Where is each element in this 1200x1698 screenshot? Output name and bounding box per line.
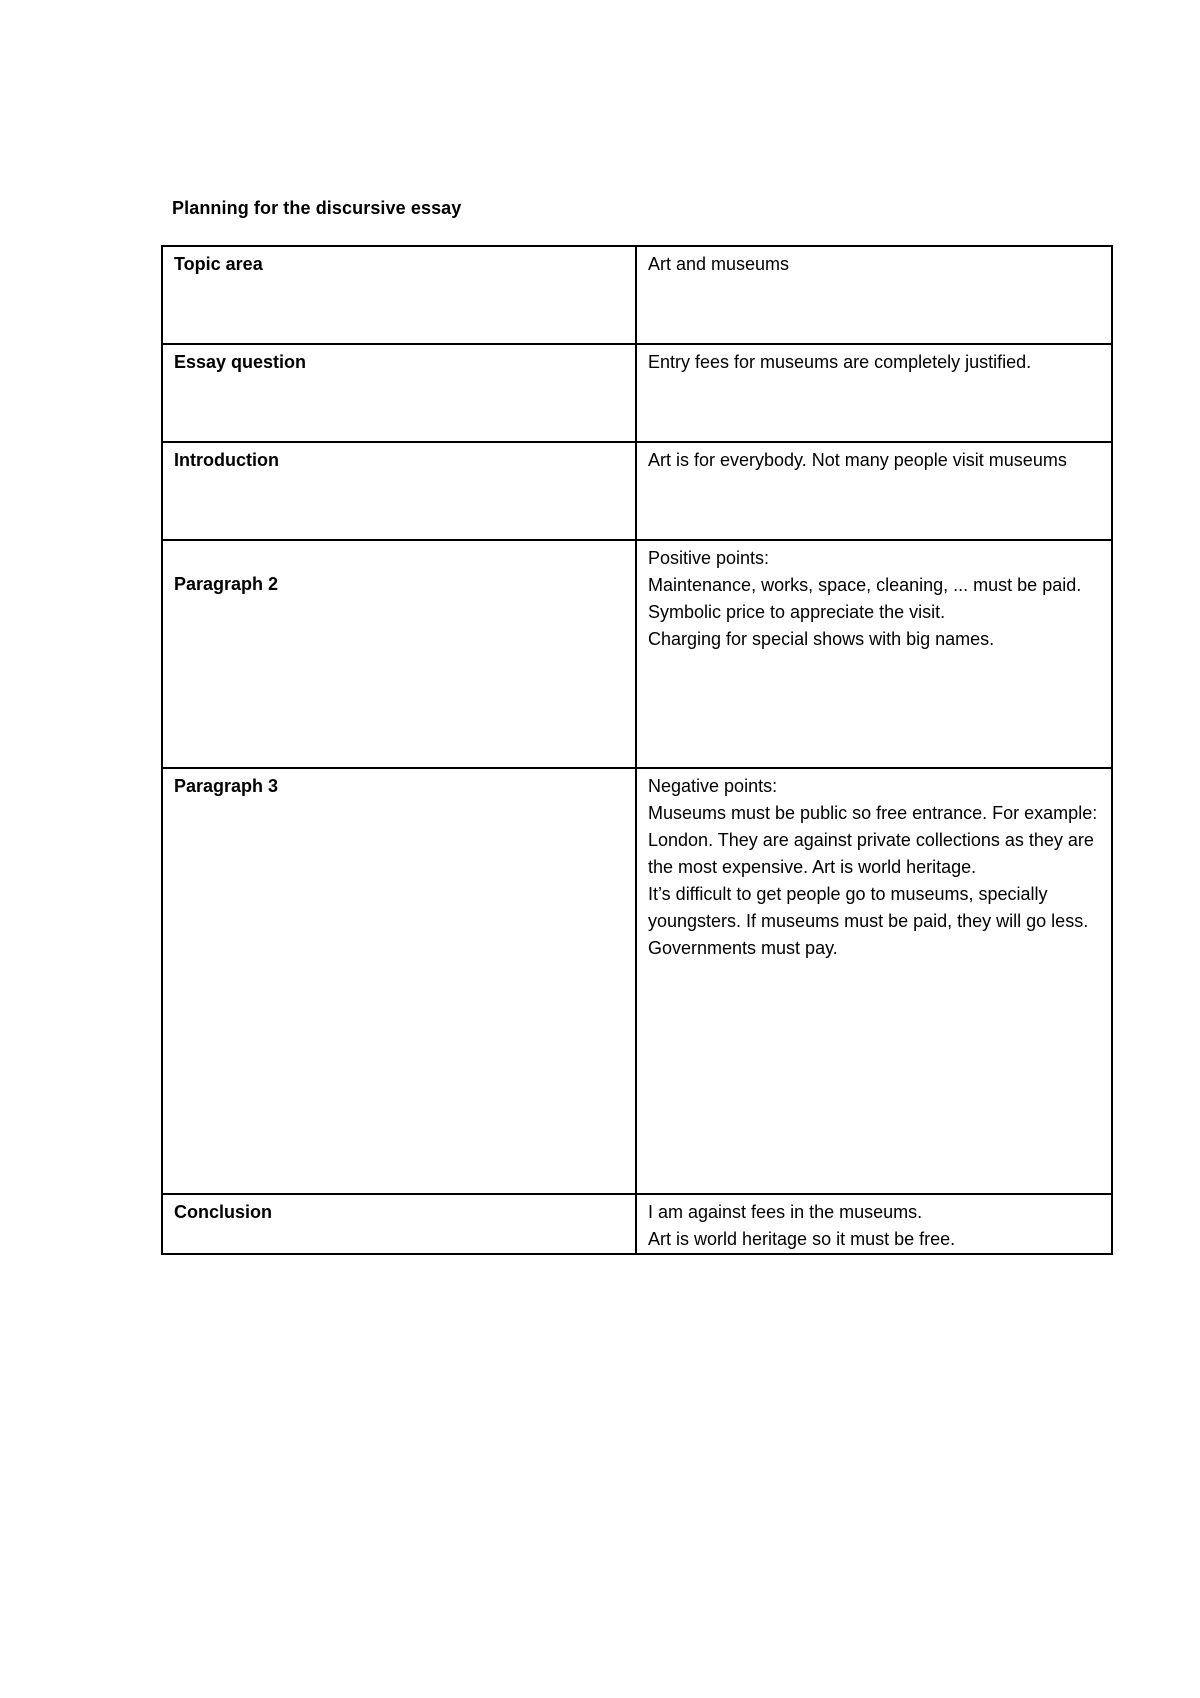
row-label-conclusion: Conclusion bbox=[162, 1194, 636, 1254]
row-label-introduction: Introduction bbox=[162, 442, 636, 540]
content-line: I am against fees in the museums. bbox=[648, 1202, 923, 1222]
content-line: Governments must pay. bbox=[648, 938, 838, 958]
content-line: Positive points: bbox=[648, 548, 770, 568]
table-row-essay-question bbox=[162, 344, 1112, 442]
content-line: Art and museums bbox=[648, 254, 790, 274]
table-row-paragraph-2 bbox=[162, 540, 1112, 768]
content-line: Museums must be public so free entrance. For example: London. They are against private collections as they are the most expensive. Art is world heritage. bbox=[648, 803, 1103, 877]
row-content-conclusion bbox=[636, 1194, 1112, 1254]
table-row-conclusion bbox=[162, 1194, 1112, 1254]
content-line: Charging for special shows with big names. bbox=[648, 629, 995, 649]
row-content-introduction bbox=[636, 442, 1112, 540]
row-label-topic-area: Topic area bbox=[162, 246, 636, 344]
essay-plan-table bbox=[161, 245, 1113, 1255]
content-line: Maintenance, works, space, cleaning, ... must be paid. bbox=[648, 575, 1082, 595]
content-line: Negative points: bbox=[648, 776, 778, 796]
content-line: It’s difficult to get people go to museums, specially youngsters. If museums must be paid, they will go less. bbox=[648, 884, 1089, 931]
content-line: Symbolic price to appreciate the visit. bbox=[648, 602, 946, 622]
table-row-topic-area bbox=[162, 246, 1112, 344]
row-label-paragraph-2: Paragraph 2 bbox=[162, 540, 636, 768]
content-line: Art is world heritage so it must be free. bbox=[648, 1229, 956, 1249]
row-content-topic-area bbox=[636, 246, 1112, 344]
row-label-paragraph-3: Paragraph 3 bbox=[162, 768, 636, 1194]
row-content-essay-question bbox=[636, 344, 1112, 442]
row-label-essay-question: Essay question bbox=[162, 344, 636, 442]
content-line: Entry fees for museums are completely justified. bbox=[648, 352, 1032, 372]
table-row-paragraph-3 bbox=[162, 768, 1112, 1194]
row-content-paragraph-2 bbox=[636, 540, 1112, 768]
table-row-introduction bbox=[162, 442, 1112, 540]
row-content-paragraph-3 bbox=[636, 768, 1112, 1194]
document-title: Planning for the discursive essay bbox=[172, 198, 462, 218]
content-line: Art is for everybody. Not many people visit museums bbox=[648, 450, 1067, 470]
